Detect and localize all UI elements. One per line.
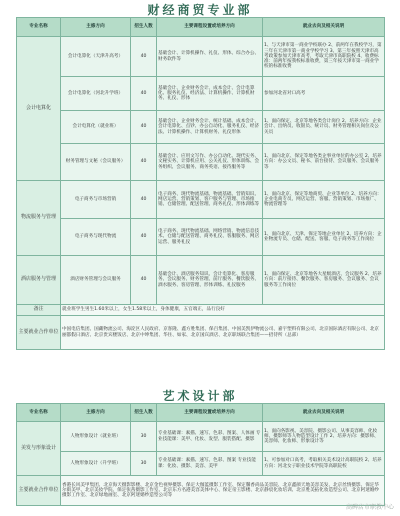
header-employment: 就业去向及相关说明: [263, 404, 385, 422]
employment-cell: 参加河北省对口高考: [263, 77, 385, 111]
table-row: [17, 422, 385, 452]
courses-cell: 专业基础课：素描、速写、色彩、图案 专业技能课：化妆、摄影、美容、美甲: [157, 452, 263, 476]
count-cell: 40: [131, 256, 157, 305]
header-direction: 主修方向: [61, 18, 131, 37]
direction-cell: 会计电算化（就业班）: [61, 111, 131, 144]
remark-row: [17, 305, 385, 316]
watermark: 高碑店市职教中心: [345, 504, 394, 511]
category-cell: 会计电算化: [17, 37, 61, 181]
employment-cell: 1、可参加对口高考，考取相关美术设计高职院校 2、培养方向：河北女子职业技术学院等高职院校: [263, 452, 385, 476]
table-row: [17, 37, 385, 77]
header-courses: 主要课程设置或培养方向: [157, 18, 263, 37]
remark-text: 就业班学生男生1.60米以上，女生1.58米以上，身体健康，五官端正，品行良好: [61, 305, 385, 316]
table-header-row: [17, 18, 385, 37]
table-row: [17, 77, 385, 111]
partners-text: 香港长风美甲集团、北京海天摄影影楼、北京金色视界摄影、保定大伽蓝摄影工作室、保定馨香尚品美容院、北京鑫颜天地美容美发、北京丝情摄影、保定华尔街美甲、北京美妆学院、保定张茜摄影工作室、北京东方名港美容美体中心、保定帝王影楼、北京静宸化妆培训、北京胜美拓化妆造型公司、北京阿迷婚纱摄影工作室、北京绿地画室、北京阿迷婚纱造型公司等: [61, 476, 385, 506]
courses-cell: 电子商务、现代物流基础、网络营销、物流信息技术、仓储与配送管理、商务礼仪、客服服务、网店运营、服务礼仪: [157, 219, 263, 256]
table-row: [17, 144, 385, 181]
count-cell: 30: [131, 422, 157, 452]
table-row: [17, 181, 385, 219]
direction-cell: 酒店财务管理与会议服务: [61, 256, 131, 305]
courses-cell: 基础会计、应用文写作、办公自动化、现代实务、文秘实务、计算机应用、公关礼仪、形体训练、会务组织、会议服务、商务英语、接待服务等: [157, 144, 263, 181]
partners-label: 主要就业合作单位: [17, 476, 61, 506]
category-cell: 物流服务与管理: [17, 181, 61, 256]
employment-cell: 1、面向保定、北京等地各类会计岗位 2、培养方向：企业会计、出纳员、收银员、统计员、财务管理相关岗位及公关员: [263, 111, 385, 144]
direction-cell: 财务管理与文秘（会议服务）: [61, 144, 131, 181]
table-row: [17, 452, 385, 476]
count-cell: 40: [131, 219, 157, 256]
count-cell: 30: [131, 452, 157, 476]
header-courses: 主要课程设置或培养方向: [157, 404, 263, 422]
category-cell: 酒店服务与管理: [17, 256, 61, 305]
table-row: [17, 256, 385, 305]
direction-cell: 电子商务与市场营销: [61, 181, 131, 219]
direction-cell: 会计电算化（天津升高考）: [61, 37, 131, 77]
courses-cell: 基础会计、企业财务会计、成本会计、会计电算化、服务礼仪、经济法、计算机操作、计算机财务、礼仪、形体: [157, 77, 263, 111]
table-row: [17, 219, 385, 256]
count-cell: 40: [131, 37, 157, 77]
finance-trade-table: [16, 17, 385, 350]
header-major: 专业名称: [17, 404, 61, 422]
count-cell: 40: [131, 77, 157, 111]
employment-cell: 1、面向北京、保定等地商贸、企业等单位 2、培养方向：企业电商专员、网店运营、客服、营销策划、市场推广、物流管理等: [263, 181, 385, 219]
count-cell: 40: [131, 111, 157, 144]
partners-label: 主要就业合作单位: [17, 316, 61, 350]
courses-cell: 基础会计、计算机操作、礼仪、形体、综合办公、财务软件等: [157, 37, 263, 77]
direction-cell: 人物形象设计（升学班）: [61, 452, 131, 476]
count-cell: 40: [131, 181, 157, 219]
table-header-row: [17, 404, 385, 422]
category-cell: 美发与形象设计: [17, 422, 61, 476]
remark-label: 备注: [17, 305, 61, 316]
section2-title: 艺术设计部: [162, 389, 238, 403]
direction-cell: 人物形象设计（就业班）: [61, 422, 131, 452]
employment-cell: 1、面向北京、天津、保定等地企业单位 2、培养方向：企业物流专员、仓储、配送、客服、电子商务等工作岗位: [263, 219, 385, 256]
count-cell: 40: [131, 144, 157, 181]
header-major: 专业名称: [17, 18, 61, 37]
employment-cell: 1、面向保定、北京等地各大星级酒店、会议服务 2、培养方向：前厅接待、餐饮服务、客房服务、会议服务、会议服务等工作岗位: [263, 256, 385, 305]
art-design-table: [16, 403, 385, 506]
courses-cell: 专业基础课：素描、速写、色彩、图案、人体画 专业技能课：美甲、化妆、发型、服装搭配、摄影: [157, 422, 263, 452]
employment-cell: 1、面向各影视、美容院、摄影公司、从事美容师、化妆师、摄影师等人物造型设计工作 2、培养方向：摄影师、美容师、化妆师、形象设计等: [263, 422, 385, 452]
header-employment: 就业去向及相关说明: [263, 18, 385, 37]
header-count: 招生人数: [131, 404, 157, 422]
courses-cell: 基础会计、企业财务会计、统计基础、成本会计、会计电算化、点钞、办公自动化、服务礼仪、经济法、计算机操作、计算机财务、礼仪形体: [157, 111, 263, 144]
partners-row: [17, 316, 385, 350]
header-count: 招生人数: [131, 18, 157, 37]
employment-cell: 1、与天津市第一商业学校联办 2、前两年在我校学习，第三年在天津市第一商业学校学习 3、第三年按照天津市高考政策参加天津市高考，考取天津市高职院校 4、收费标准：前两年按我校标准收费，第三年按天津市第一商业学校的标准收费: [263, 37, 385, 77]
direction-cell: 电子商务与现代物流: [61, 219, 131, 256]
courses-cell: 基础会计、酒店服务知识、会计电算化、客房服务、会议服务、财务管理、前厅服务、餐饮服务、酒水服务、客房管理、形体训练、礼仪服务: [157, 256, 263, 305]
section1-title: 财经商贸专业部: [147, 3, 253, 17]
courses-cell: 电子商务、现代物流基础、物流基础、营销知识、网店运营、营销策划、客户服务与管理、市场推销、仓储管理、配送管理、商务礼仪、形体训练等: [157, 181, 263, 219]
employment-cell: 1、面向北京、保定等地各类企事业单位的办公室 2、培养方向：办公文员、秘书、前台接待、会议服务、会议服务等: [263, 144, 385, 181]
header-direction: 主修方向: [61, 404, 131, 422]
direction-cell: 会计电算化（河北升学班）: [61, 77, 131, 111]
partners-text: 中国电信集团、国藏物流公司、海淀区人民政府、京客隆、鑫方胜集团、保百集团、中国美凯伊物流公司、嘉宇塑料有限公司、北京国际酒店有限公司、北京丽都假日酒店、北京贵宾楼饭店、北京中坤集团、华住、如家、北京国宾酒店、北京职场联合集团——招待所（总部）: [61, 316, 385, 350]
partners-row: [17, 476, 385, 506]
table-row: [17, 111, 385, 144]
